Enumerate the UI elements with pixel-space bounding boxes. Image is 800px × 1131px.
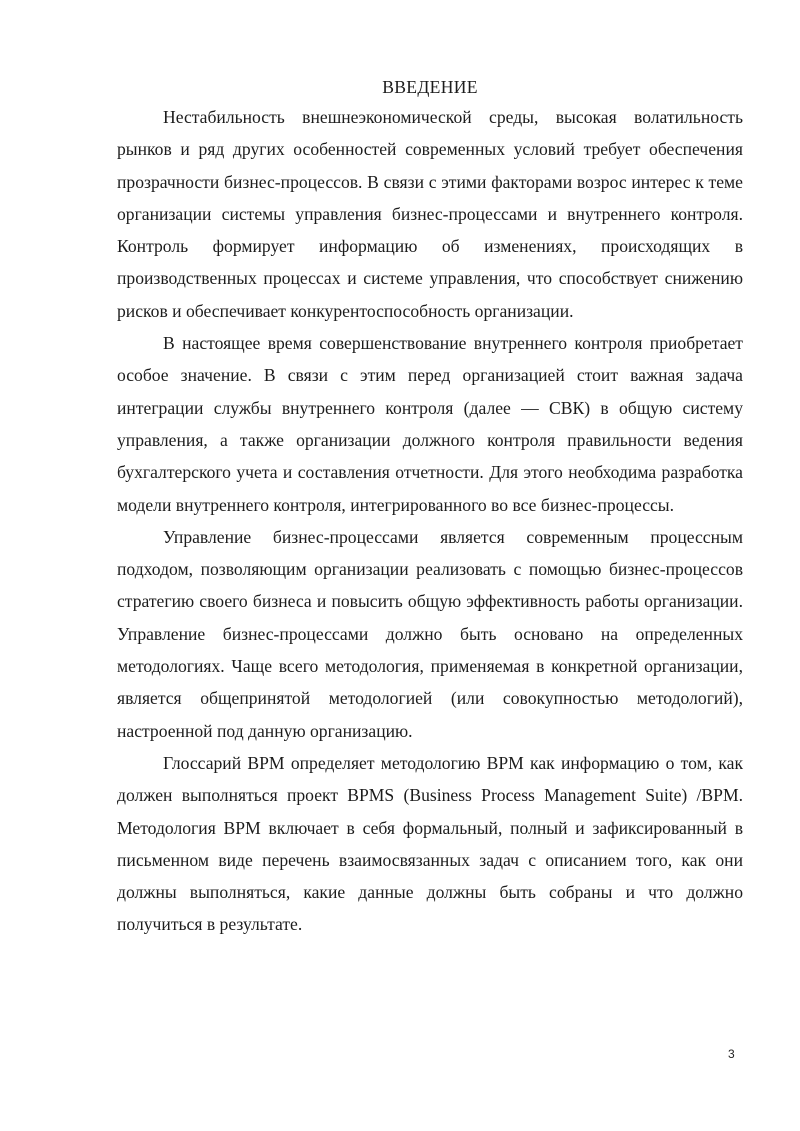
paragraph-3: Управление бизнес-процессами является современным процессным подходом, позволяющим организации реализовать с помощью бизнес-процессов стратегию своего бизнеса и повысить общую эффективность работы организации. Управление бизнес-процессами должно быть основано на определенных методологиях. Чаще всего методология, применяемая в конкретной организации, является общепринятой методологией (или совокупностью методологий), настроенной под данную организацию. xyxy=(117,526,743,741)
paragraph-1: Нестабильность внешнеэкономической среды, высокая волатильность рынков и ряд других особенностей современных условий требует обеспечения прозрачности бизнес-процессов. В связи с этими факторами возрос интерес к теме организации системы управления бизнес-процессами и внутреннего контроля. Контроль формирует информацию об изменениях, происходящих в производственных процессах и системе управления, что способствует снижению рисков и обеспечивает конкурентоспособность организации. xyxy=(117,107,743,321)
page-title: ВВЕДЕНИЕ xyxy=(382,77,478,97)
page-number: 3 xyxy=(728,1047,735,1061)
paragraph-4: Глоссарий BPM определяет методологию BPM как информацию о том, как должен выполняться проект BPMS (Business Process Management Suite) /BPM. Методология BPM включает в себя формальный, полный и зафиксированный в письменном виде перечень взаимосвязанных задач с описанием того, как они должны выполняться, какие данные должны быть собраны и что должно получиться в результате. xyxy=(117,752,743,935)
page-content xyxy=(117,76,743,941)
paragraph-2: В настоящее время совершенствование внутреннего контроля приобретает особое значение. В связи с этим перед организацией стоит важная задача интеграции службы внутреннего контроля (далее — СВК) в общую систему управления, а также организации должного контроля правильности ведения бухгалтерского учета и составления отчетности. Для этого необходима разработка модели внутреннего контроля, интегрированного во все бизнес-процессы. xyxy=(117,333,743,515)
